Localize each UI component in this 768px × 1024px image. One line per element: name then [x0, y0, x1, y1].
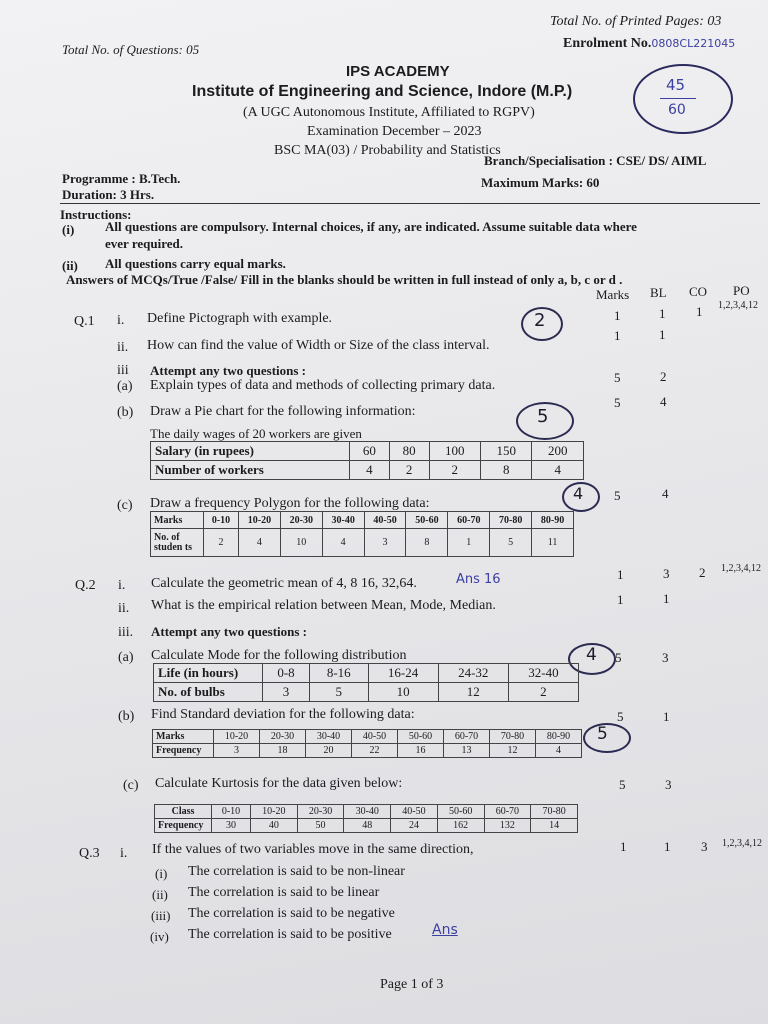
- table-cell: Class: [155, 805, 212, 819]
- table-cell: 20-30: [280, 512, 322, 529]
- circled-mark-1: 2: [534, 310, 546, 331]
- table-cell: 22: [352, 744, 398, 758]
- instruction-ii-text: All questions carry equal marks.: [105, 256, 286, 271]
- table-cell: 50: [297, 819, 344, 833]
- q3-label: Q.3: [79, 846, 100, 861]
- table-cell: 3: [214, 744, 260, 758]
- table-cell: 2: [429, 461, 480, 480]
- table-cell: Life (in hours): [154, 664, 263, 683]
- table-cell: 2: [204, 529, 239, 557]
- table-cell: 10-20: [238, 512, 280, 529]
- table-cell: 32-40: [508, 664, 578, 683]
- table-cell: Marks: [151, 512, 204, 529]
- q2-ii-text: What is the empirical relation between Mean, Mode, Median.: [151, 598, 496, 613]
- table-cell: 40: [251, 819, 298, 833]
- q2-iii-text: Attempt any two questions :: [151, 624, 307, 639]
- q3-option-2-num: (ii): [152, 887, 168, 902]
- q1-c-num: (c): [117, 498, 133, 513]
- table-cell: 40-50: [352, 730, 398, 744]
- table-cell: 132: [484, 819, 531, 833]
- table-cell: 10-20: [214, 730, 260, 744]
- exam-title: Examination December – 2023: [307, 124, 482, 139]
- table-cell: 150: [480, 442, 531, 461]
- q2-c-text: Calculate Kurtosis for the data given below:: [155, 776, 403, 791]
- q3-i-text: If the values of two variables move in the same direction,: [152, 842, 474, 857]
- q1-a-marks: 5: [614, 370, 621, 385]
- table-cell: 0-8: [263, 664, 310, 683]
- table-cell: 4: [532, 461, 584, 480]
- table-cell: 2: [389, 461, 429, 480]
- programme: Programme : B.Tech.: [62, 171, 181, 186]
- table-cell: 4: [322, 529, 364, 557]
- table-cell: 4: [536, 744, 582, 758]
- q3-option-1-num: (i): [155, 866, 168, 881]
- enrolment-number: 0808CL221045: [651, 37, 736, 50]
- table-cell: 30-40: [344, 805, 391, 819]
- institute-name: Institute of Engineering and Science, Indore (M.P.): [192, 83, 573, 100]
- q1-c-bl: 4: [662, 486, 669, 501]
- instruction-ii-num: (ii): [62, 258, 78, 273]
- table-cell: 60: [350, 442, 390, 461]
- table-cell: 8: [480, 461, 531, 480]
- table-cell: No. of bulbs: [154, 683, 263, 702]
- table-cell: Salary (in rupees): [151, 442, 350, 461]
- q2-ii-num: ii.: [118, 601, 130, 616]
- table-cell: 10: [368, 683, 438, 702]
- q2-i-bl: 3: [663, 566, 670, 581]
- q1-b-caption: The daily wages of 20 workers are given: [150, 426, 362, 441]
- table-cell: 16: [398, 744, 444, 758]
- q2-i-num: i.: [118, 578, 126, 593]
- instruction-i-text2: ever required.: [105, 236, 183, 251]
- q2-b-marks: 5: [617, 709, 624, 724]
- table-row: [154, 664, 579, 683]
- score-numerator: 45: [666, 76, 686, 94]
- table-cell: 14: [531, 819, 578, 833]
- score-circle: [633, 64, 733, 134]
- table-cell: 0-10: [212, 805, 251, 819]
- header-divider: [60, 203, 760, 204]
- q1-c-marks: 5: [614, 488, 621, 503]
- q2-c-table: [154, 804, 578, 833]
- q3-i-po: 1,2,3,4,12: [722, 838, 762, 849]
- q2-a-table: [153, 663, 579, 702]
- duration: Duration: 3 Hrs.: [62, 187, 155, 202]
- q2-i-answer: Ans 16: [456, 572, 501, 587]
- table-cell: 13: [444, 744, 490, 758]
- q2-ii-marks: 1: [617, 592, 624, 607]
- instructions-title: Instructions:: [60, 207, 132, 222]
- q2-c-num: (c): [123, 778, 139, 793]
- table-row: [155, 819, 578, 833]
- table-cell: 12: [438, 683, 508, 702]
- q1-b-text: Draw a Pie chart for the following information:: [150, 404, 416, 419]
- table-cell: 10-20: [251, 805, 298, 819]
- q1-c-table: [150, 511, 574, 557]
- q2-c-bl: 3: [665, 777, 672, 792]
- q1-i-bl: 1: [659, 306, 666, 321]
- table-cell: 200: [532, 442, 584, 461]
- course-title: BSC MA(03) / Probability and Statistics: [274, 143, 501, 158]
- table-cell: 162: [437, 819, 484, 833]
- q2-iii-num: iii.: [118, 625, 134, 640]
- q2-a-text: Calculate Mode for the following distribution: [151, 648, 407, 663]
- table-cell: 20-30: [260, 730, 306, 744]
- q3-option-2-text: The correlation is said to be linear: [188, 885, 380, 900]
- table-cell: 80-90: [532, 512, 574, 529]
- q2-a-bl: 3: [662, 650, 669, 665]
- table-cell: 50-60: [406, 512, 448, 529]
- q1-label: Q.1: [74, 314, 95, 329]
- q1-i-po: 1,2,3,4,12: [718, 300, 758, 311]
- q1-ii-marks: 1: [614, 328, 621, 343]
- academy-name: IPS ACADEMY: [346, 63, 450, 80]
- col-po: PO: [733, 283, 750, 298]
- q3-answer-mark: Ans: [432, 922, 458, 938]
- q3-i-marks: 1: [620, 839, 627, 854]
- q2-label: Q.2: [75, 578, 96, 593]
- circled-mark-5: 5: [597, 724, 608, 744]
- q2-a-marks: 5: [615, 650, 622, 665]
- table-cell: 30-40: [306, 730, 352, 744]
- table-cell: Frequency: [155, 819, 212, 833]
- col-bl: BL: [650, 285, 667, 300]
- table-cell: 3: [364, 529, 406, 557]
- q2-b-bl: 1: [663, 709, 670, 724]
- table-row: [151, 529, 574, 557]
- table-row: [153, 744, 582, 758]
- q3-option-1-text: The correlation is said to be non-linear: [188, 864, 405, 879]
- q1-i-text: Define Pictograph with example.: [147, 311, 333, 326]
- table-cell: 20: [306, 744, 352, 758]
- table-cell: 100: [429, 442, 480, 461]
- table-cell: 70-80: [531, 805, 578, 819]
- table-cell: 12: [490, 744, 536, 758]
- q2-i-co: 2: [699, 565, 706, 580]
- q1-iii-text: Attempt any two questions :: [150, 363, 306, 378]
- enrolment-label: [563, 36, 735, 52]
- q1-ii-num: ii.: [117, 340, 129, 355]
- table-cell: 0-10: [204, 512, 239, 529]
- table-cell: 5: [309, 683, 368, 702]
- q2-b-text: Find Standard deviation for the following data:: [151, 707, 415, 722]
- table-cell: 2: [508, 683, 578, 702]
- table-cell: 50-60: [398, 730, 444, 744]
- branch: Branch/Specialisation : CSE/ DS/ AIML: [484, 153, 707, 168]
- max-marks: Maximum Marks: 60: [481, 175, 600, 190]
- q2-i-text: Calculate the geometric mean of 4, 8 16, 32,64.: [151, 576, 417, 591]
- table-cell: 18: [260, 744, 306, 758]
- q3-option-3-num: (iii): [151, 908, 171, 923]
- table-cell: 4: [350, 461, 390, 480]
- q3-i-num: i.: [120, 846, 128, 861]
- table-cell: 8-16: [309, 664, 368, 683]
- enrolment-text: Enrolment No.: [563, 36, 652, 51]
- q3-option-4-num: (iv): [150, 929, 169, 944]
- q1-i-marks: 1: [614, 308, 621, 323]
- table-cell: 80: [389, 442, 429, 461]
- q1-a-bl: 2: [660, 369, 667, 384]
- q3-option-4-text: The correlation is said to be positive: [188, 927, 392, 942]
- q2-b-table: [152, 729, 582, 758]
- affiliation: (A UGC Autonomous Institute, Affiliated to RGPV): [243, 105, 535, 120]
- table-cell: 10: [280, 529, 322, 557]
- table-cell: 11: [532, 529, 574, 557]
- q2-b-num: (b): [118, 709, 135, 724]
- table-cell: 3: [263, 683, 310, 702]
- table-cell: 20-30: [297, 805, 344, 819]
- table-cell: 40-50: [391, 805, 438, 819]
- q3-option-3-text: The correlation is said to be negative: [188, 906, 395, 921]
- q1-iii-num: iii: [117, 363, 129, 378]
- page-number: Page 1 of 3: [380, 977, 444, 992]
- instruction-i-text1: All questions are compulsory. Internal choices, if any, are indicated. Assume suitable data where: [105, 219, 637, 234]
- table-cell: 60-70: [444, 730, 490, 744]
- q1-c-text: Draw a frequency Polygon for the following data:: [150, 496, 430, 511]
- table-cell: 70-80: [490, 512, 532, 529]
- score-denominator: 60: [668, 102, 686, 118]
- table-cell: No. of studen ts: [151, 529, 204, 557]
- q2-c-marks: 5: [619, 777, 626, 792]
- table-cell: 40-50: [364, 512, 406, 529]
- q1-b-num: (b): [117, 405, 134, 420]
- q1-b-bl: 4: [660, 394, 667, 409]
- table-cell: Frequency: [153, 744, 214, 758]
- col-marks: Marks: [596, 287, 630, 302]
- q2-i-po: 1,2,3,4,12: [721, 563, 761, 574]
- table-cell: 60-70: [448, 512, 490, 529]
- q1-i-co: 1: [696, 304, 703, 319]
- q1-a-num: (a): [117, 379, 133, 394]
- q2-ii-bl: 1: [663, 591, 670, 606]
- table-cell: 1: [448, 529, 490, 557]
- table-cell: 80-90: [536, 730, 582, 744]
- table-row: [154, 683, 579, 702]
- q2-i-marks: 1: [617, 567, 624, 582]
- q1-ii-bl: 1: [659, 327, 666, 342]
- table-row: [151, 512, 574, 529]
- q1-ii-text: How can find the value of Width or Size of the class interval.: [147, 338, 490, 353]
- instruction-note: Answers of MCQs/True /False/ Fill in the blanks should be written in full instead of only a, b, c or d .: [66, 272, 623, 287]
- circled-mark-4: 4: [586, 645, 597, 665]
- table-cell: 16-24: [368, 664, 438, 683]
- table-cell: 24: [391, 819, 438, 833]
- table-cell: 5: [490, 529, 532, 557]
- table-cell: 4: [238, 529, 280, 557]
- q1-i-num: i.: [117, 313, 125, 328]
- table-cell: Marks: [153, 730, 214, 744]
- table-cell: 30: [212, 819, 251, 833]
- table-row: [155, 805, 578, 819]
- col-co: CO: [689, 284, 708, 299]
- q3-i-co: 3: [701, 839, 708, 854]
- q1-a-text: Explain types of data and methods of collecting primary data.: [150, 378, 496, 393]
- table-cell: 24-32: [438, 664, 508, 683]
- table-row: [153, 730, 582, 744]
- table-cell: 60-70: [484, 805, 531, 819]
- q2-a-num: (a): [118, 650, 134, 665]
- instruction-i-num: (i): [62, 222, 75, 237]
- table-row: [151, 461, 584, 480]
- table-row: [151, 442, 584, 461]
- q1-b-marks: 5: [614, 395, 621, 410]
- q1-b-table: [150, 441, 584, 480]
- table-cell: 8: [406, 529, 448, 557]
- total-questions: Total No. of Questions: 05: [62, 42, 200, 57]
- table-cell: 48: [344, 819, 391, 833]
- circled-mark-3: 4: [573, 484, 584, 503]
- circled-mark-2: 5: [537, 406, 549, 427]
- total-pages: Total No. of Printed Pages: 03: [550, 14, 722, 29]
- table-cell: Number of workers: [151, 461, 350, 480]
- table-cell: 50-60: [437, 805, 484, 819]
- q3-i-bl: 1: [664, 839, 671, 854]
- table-cell: 70-80: [490, 730, 536, 744]
- score-line: [660, 98, 696, 99]
- table-cell: 30-40: [322, 512, 364, 529]
